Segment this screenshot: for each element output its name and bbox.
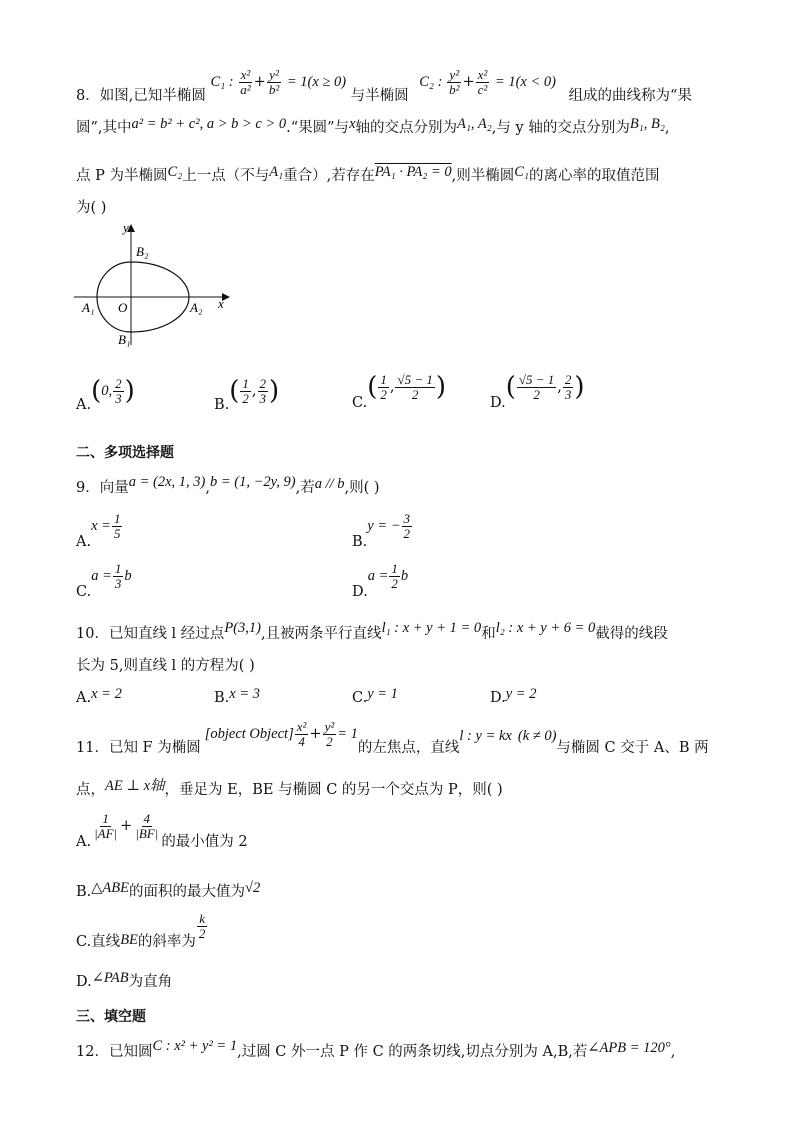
q8-option-b[interactable]: B.( $\frac{1}{2}$ , $\frac{2}{3}$ ) xyxy=(214,375,280,413)
fig-label-B2: B₂ xyxy=(136,244,149,259)
q8-l3-c2: C₂ xyxy=(167,164,183,180)
line-l2: l₂ : x + y + 6 = 0 xyxy=(495,620,596,636)
c1-tail: = 1(x ≥ 0) xyxy=(286,74,347,91)
q8-l3e: 的离心率的取值范围 xyxy=(528,168,660,184)
q8-l2e: , xyxy=(664,120,670,136)
angle-apb: ∠APB = 120° xyxy=(587,1040,671,1056)
q9-option-d[interactable]: D.a = $\frac{1}{2}$ b xyxy=(352,561,409,601)
q9-option-b[interactable]: B.y = − $\frac{3}{2}$ xyxy=(352,511,411,551)
q8-text-b: 与半椭圆 xyxy=(350,88,409,105)
q8-l3b: 上一点（不与 xyxy=(182,168,270,184)
c1-frac-y: $\frac{\text{y²}}{\text{b²}}$ xyxy=(268,67,280,97)
q8-option-a[interactable]: A.(0, $\frac{2}{3}$ ) xyxy=(76,375,135,413)
q11-option-c[interactable]: C.直线BE的斜率为 $\frac{k}{2}$ xyxy=(76,911,206,951)
q12-stem: 12．已知圆C : x² + y² = 1,过圆 C 外一点 P 作 C 的两条切线,切点分别为 A,B,若∠APB = 120°, xyxy=(76,1038,676,1060)
parallel-cond: a // b xyxy=(314,476,345,492)
section-multiple-choice: 二、多项选择题 xyxy=(76,445,174,461)
c1-label: C₁ : xyxy=(210,74,238,91)
q8-line1: 8．如图,已知半椭圆 C₁ : $\frac{\text{x²}}{\text{a²}}$ + $\frac{\text{y²}}{\text{b²}}$ = 1(x ≥ 0) 与半椭圆 C₂ : $\frac{\text{y²}}{\text{b²}}$ + $\frac{\text{x²}}{\text{c²}}$ = 1(x < 0) 组成的曲线称为“果 xyxy=(76,67,692,105)
q8-l3a: 点 P 为半椭圆 xyxy=(76,168,168,184)
q11-option-d[interactable]: D.∠PAB为直角 xyxy=(76,970,173,990)
fig-label-A1: A₁ xyxy=(82,300,95,315)
fig-label-B1: B₁ xyxy=(118,332,131,347)
q10-option-d[interactable]: D.y = 2 xyxy=(490,686,537,706)
q11-option-a[interactable]: A. $\frac{1}{|AF|}$ + $\frac{4}{|BF|}$ 的最小值为 2 xyxy=(76,811,248,851)
q10-option-c[interactable]: C.y = 1 xyxy=(352,686,398,706)
c2-tail: = 1(x < 0) xyxy=(494,74,556,91)
q8-line4: 为( ) xyxy=(76,200,107,216)
fig-label-x: x xyxy=(218,296,224,311)
circle-c: C : x² + y² = 1 xyxy=(152,1038,238,1054)
q10-stem-line1: 10．已知直线 l 经过点P(3,1),且被两条平行直线l₁ : x + y + 1 = 0和l₂ : x + y + 6 = 0截得的线段 xyxy=(76,620,668,642)
perp-cond: AE ⊥ x轴 xyxy=(105,778,165,794)
q8-l3-c1: C₁ xyxy=(514,164,529,180)
q8-text-c: 组成的曲线称为“果 xyxy=(568,88,692,105)
line-l1: l₁ : x + y + 1 = 0 xyxy=(381,620,482,636)
q9-option-c[interactable]: C.a = $\frac{1}{3}$ b xyxy=(76,561,132,601)
q8-line3 xyxy=(76,164,659,185)
fig-label-A2: A₂ xyxy=(190,300,203,315)
q8-l2a: 圆”,其中 xyxy=(76,120,132,136)
q8-l3-vec: PA₁ · PA₂ = 0 xyxy=(374,164,452,180)
q8-line2 xyxy=(76,116,669,137)
q9-option-a[interactable]: A.x = $\frac{1}{5}$ xyxy=(76,511,121,551)
vector-a: a = (2x, 1, 3) xyxy=(128,474,206,490)
q11-stem-line1: 11．已知 F 为椭圆[object Object] $\frac{\text{x²}}{4}$ + $\frac{\text{y²}}{2}$ = 1的左焦点，直线l : y = kx (k ≠ 0)与椭圆 C 交于 A、B 两 xyxy=(76,719,709,757)
q8-intro: 8．如图,已知半椭圆 xyxy=(76,88,206,105)
point-p: P(3,1) xyxy=(224,620,261,636)
q8-option-d[interactable]: D.( $\frac{√5 - 1}{2}$ , $\frac{2}{3}$ ) xyxy=(490,371,585,411)
vector-b: b = (1, −2y, 9) xyxy=(209,474,296,490)
q11-stem-line2: 点，AE ⊥ x轴，垂足为 E，BE 与椭圆 C 的另一个交点为 P，则( ) xyxy=(76,778,503,798)
q8-l2-x: x xyxy=(349,116,356,132)
q10-option-b[interactable]: B.x = 3 xyxy=(214,686,260,706)
q8-l2-A: A₁, A₂ xyxy=(457,116,492,132)
q8-l2b: .“果圆”与 xyxy=(286,120,350,136)
c2-label: C₂ : xyxy=(419,74,447,91)
line-y-kx: l : y = kx xyxy=(459,728,512,745)
q8-l3d: ,则半椭圆 xyxy=(451,168,515,184)
c1-frac-x: $\frac{\text{x²}}{\text{a²}}$ xyxy=(240,67,251,97)
q9-stem: 9．向量a = (2x, 1, 3),b = (1, −2y, 9),若a // b,则( ) xyxy=(76,474,380,496)
q8-l2-math: a² = b² + c², a > b > c > 0 xyxy=(131,116,287,132)
q8-l3-A: A₁ xyxy=(269,164,284,180)
fig-label-O: O xyxy=(118,300,128,315)
q8-l2-B: B₁, B₂ xyxy=(629,116,665,132)
c2-frac-y: $\frac{\text{y²}}{\text{b²}}$ xyxy=(449,67,460,97)
q8-option-c[interactable]: C.( $\frac{1}{2}$ , $\frac{√5 - 1}{2}$ ) xyxy=(352,371,447,411)
q10-option-a[interactable]: A.x = 2 xyxy=(76,686,122,706)
c2-frac-x: $\frac{\text{x²}}{\text{c²}}$ xyxy=(477,67,488,97)
q8-l2d: ,与 y 轴的交点分别为 xyxy=(491,120,630,136)
fig-label-y: y xyxy=(123,220,129,235)
q8-l3c: 重合）,若存在 xyxy=(283,168,375,184)
section-fill-in: 三、填空题 xyxy=(76,1009,146,1025)
fruit-ellipse-figure xyxy=(70,220,240,350)
q10-stem-line2: 长为 5,则直线 l 的方程为( ) xyxy=(76,658,255,674)
q8-l2c: 轴的交点分别为 xyxy=(355,120,457,136)
q11-option-b[interactable]: B.△ABE的面积的最大值为√2 xyxy=(76,880,261,900)
